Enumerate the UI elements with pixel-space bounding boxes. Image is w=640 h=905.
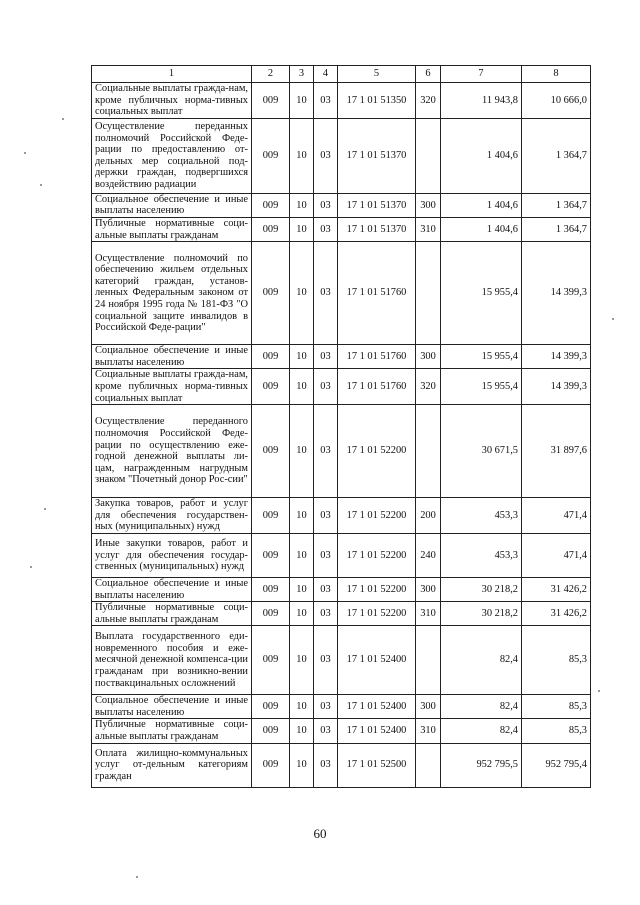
target-article-cell: 17 1 01 52200 (338, 577, 416, 601)
scan-speck (62, 118, 64, 120)
amount-year1-cell: 30 218,2 (441, 602, 522, 626)
expense-type-cell: 310 (416, 217, 441, 241)
amount-year1-cell: 82,4 (441, 719, 522, 743)
row-name-cell: Осуществление полномочий по обеспечению жильем отдельных категорий граждан, установ-ленных Федеральным законом от 24 ноября 1995 года № 181-ФЗ "О социальной защите инвалидов в Российской Феде-рации" (92, 242, 252, 345)
target-article-cell: 17 1 01 52200 (338, 498, 416, 534)
table-row (92, 369, 591, 405)
table-row (92, 577, 591, 601)
amount-year2-cell: 85,3 (522, 695, 591, 719)
header-cell: 5 (338, 66, 416, 83)
grbs-cell: 009 (252, 369, 290, 405)
expense-type-cell: 320 (416, 369, 441, 405)
grbs-cell: 009 (252, 83, 290, 119)
row-name-cell: Публичные нормативные соци-альные выплаты гражданам (92, 602, 252, 626)
target-article-cell: 17 1 01 51370 (338, 193, 416, 217)
table-row (92, 743, 591, 787)
expense-type-cell: 200 (416, 498, 441, 534)
grbs-cell: 009 (252, 345, 290, 369)
amount-year1-cell: 30 218,2 (441, 577, 522, 601)
subsection-cell: 03 (314, 193, 338, 217)
grbs-cell: 009 (252, 626, 290, 695)
header-cell: 1 (92, 66, 252, 83)
grbs-cell: 009 (252, 602, 290, 626)
target-article-cell: 17 1 01 52200 (338, 602, 416, 626)
amount-year1-cell: 11 943,8 (441, 83, 522, 119)
subsection-cell: 03 (314, 533, 338, 577)
scan-speck (30, 566, 32, 568)
amount-year2-cell: 1 364,7 (522, 118, 591, 193)
amount-year2-cell: 1 364,7 (522, 193, 591, 217)
subsection-cell: 03 (314, 577, 338, 601)
target-article-cell: 17 1 01 52500 (338, 743, 416, 787)
row-name-cell: Публичные нормативные соци-альные выплаты гражданам (92, 719, 252, 743)
grbs-cell: 009 (252, 242, 290, 345)
amount-year1-cell: 15 955,4 (441, 345, 522, 369)
header-cell: 7 (441, 66, 522, 83)
target-article-cell: 17 1 01 51370 (338, 118, 416, 193)
subsection-cell: 03 (314, 626, 338, 695)
row-name-cell: Социальное обеспечение и иные выплаты населению (92, 695, 252, 719)
section-cell: 10 (290, 83, 314, 119)
table-row (92, 498, 591, 534)
expense-type-cell: 300 (416, 577, 441, 601)
table-row (92, 626, 591, 695)
row-name-cell: Иные закупки товаров, работ и услуг для обеспечения государ-ственных (муниципальных) нужд (92, 533, 252, 577)
header-cell: 3 (290, 66, 314, 83)
amount-year2-cell: 85,3 (522, 626, 591, 695)
grbs-cell: 009 (252, 577, 290, 601)
section-cell: 10 (290, 626, 314, 695)
scan-speck (24, 152, 26, 154)
grbs-cell: 009 (252, 405, 290, 498)
subsection-cell: 03 (314, 242, 338, 345)
subsection-cell: 03 (314, 719, 338, 743)
table-row (92, 345, 591, 369)
section-cell: 10 (290, 533, 314, 577)
amount-year2-cell: 471,4 (522, 533, 591, 577)
amount-year2-cell: 952 795,4 (522, 743, 591, 787)
row-name-cell: Социальное обеспечение и иные выплаты населению (92, 345, 252, 369)
subsection-cell: 03 (314, 83, 338, 119)
subsection-cell: 03 (314, 498, 338, 534)
subsection-cell: 03 (314, 345, 338, 369)
page-number: 60 (313, 826, 327, 841)
amount-year2-cell: 14 399,3 (522, 242, 591, 345)
amount-year2-cell: 85,3 (522, 719, 591, 743)
expense-type-cell: 310 (416, 602, 441, 626)
section-cell: 10 (290, 405, 314, 498)
expense-type-cell: 240 (416, 533, 441, 577)
scan-speck (612, 318, 614, 320)
grbs-cell: 009 (252, 743, 290, 787)
row-name-cell: Осуществление переданных полномочий Российской Феде-рации по предоставлению от-дельных мер социальной под-держки граждан, подвергшихся воздействию радиации (92, 118, 252, 193)
amount-year1-cell: 453,3 (441, 533, 522, 577)
amount-year2-cell: 31 426,2 (522, 577, 591, 601)
target-article-cell: 17 1 01 51760 (338, 242, 416, 345)
section-cell: 10 (290, 577, 314, 601)
subsection-cell: 03 (314, 695, 338, 719)
target-article-cell: 17 1 01 52400 (338, 719, 416, 743)
subsection-cell: 03 (314, 118, 338, 193)
budget-table (91, 65, 591, 788)
table-body (92, 83, 591, 788)
table-row (92, 602, 591, 626)
grbs-cell: 009 (252, 695, 290, 719)
target-article-cell: 17 1 01 51370 (338, 217, 416, 241)
row-name-cell: Закупка товаров, работ и услуг для обеспечения государствен-ных (муниципальных) нужд (92, 498, 252, 534)
target-article-cell: 17 1 01 52200 (338, 533, 416, 577)
grbs-cell: 009 (252, 533, 290, 577)
section-cell: 10 (290, 118, 314, 193)
grbs-cell: 009 (252, 217, 290, 241)
grbs-cell: 009 (252, 118, 290, 193)
section-cell: 10 (290, 719, 314, 743)
row-name-cell: Выплата государственного еди-новременного пособия и еже-месячной денежной компенса-ции гражданам при возникно-вении поствакцинальных осложнений (92, 626, 252, 695)
subsection-cell: 03 (314, 602, 338, 626)
amount-year2-cell: 31 897,6 (522, 405, 591, 498)
header-cell: 2 (252, 66, 290, 83)
target-article-cell: 17 1 01 51760 (338, 345, 416, 369)
grbs-cell: 009 (252, 193, 290, 217)
amount-year1-cell: 82,4 (441, 695, 522, 719)
table-row (92, 695, 591, 719)
amount-year1-cell: 1 404,6 (441, 193, 522, 217)
section-cell: 10 (290, 743, 314, 787)
target-article-cell: 17 1 01 51760 (338, 369, 416, 405)
subsection-cell: 03 (314, 743, 338, 787)
amount-year1-cell: 453,3 (441, 498, 522, 534)
target-article-cell: 17 1 01 52200 (338, 405, 416, 498)
expense-type-cell (416, 118, 441, 193)
table-row (92, 83, 591, 119)
row-name-cell: Оплата жилищно-коммунальных услуг от-дельным категориям граждан (92, 743, 252, 787)
header-cell: 4 (314, 66, 338, 83)
section-cell: 10 (290, 498, 314, 534)
row-name-cell: Осуществление переданного полномочия Российской Феде-рации по осуществлению еже-годной денежной выплаты ли-цам, награжденным нагрудным знаком "Почетный донор Рос-сии" (92, 405, 252, 498)
expense-type-cell: 320 (416, 83, 441, 119)
expense-type-cell: 310 (416, 719, 441, 743)
row-name-cell: Социальные выплаты гражда-нам, кроме публичных норма-тивных социальных выплат (92, 369, 252, 405)
section-cell: 10 (290, 602, 314, 626)
amount-year1-cell: 15 955,4 (441, 369, 522, 405)
table-row (92, 118, 591, 193)
grbs-cell: 009 (252, 498, 290, 534)
amount-year2-cell: 1 364,7 (522, 217, 591, 241)
amount-year1-cell: 82,4 (441, 626, 522, 695)
target-article-cell: 17 1 01 51350 (338, 83, 416, 119)
row-name-cell: Социальное обеспечение и иные выплаты населению (92, 193, 252, 217)
subsection-cell: 03 (314, 217, 338, 241)
expense-type-cell (416, 405, 441, 498)
header-cell: 8 (522, 66, 591, 83)
subsection-cell: 03 (314, 405, 338, 498)
amount-year2-cell: 31 426,2 (522, 602, 591, 626)
table-row (92, 719, 591, 743)
table-row (92, 242, 591, 345)
amount-year1-cell: 30 671,5 (441, 405, 522, 498)
amount-year1-cell: 15 955,4 (441, 242, 522, 345)
section-cell: 10 (290, 369, 314, 405)
amount-year2-cell: 471,4 (522, 498, 591, 534)
section-cell: 10 (290, 345, 314, 369)
scan-speck (598, 690, 600, 692)
expense-type-cell: 300 (416, 695, 441, 719)
section-cell: 10 (290, 193, 314, 217)
amount-year2-cell: 14 399,3 (522, 345, 591, 369)
subsection-cell: 03 (314, 369, 338, 405)
amount-year1-cell: 1 404,6 (441, 118, 522, 193)
row-name-cell: Социальное обеспечение и иные выплаты населению (92, 577, 252, 601)
scan-speck (136, 876, 138, 878)
header-cell: 6 (416, 66, 441, 83)
table-row (92, 217, 591, 241)
table-row (92, 533, 591, 577)
row-name-cell: Публичные нормативные соци-альные выплаты гражданам (92, 217, 252, 241)
header-row (92, 66, 591, 83)
scan-speck (44, 508, 46, 510)
section-cell: 10 (290, 695, 314, 719)
row-name-cell: Социальные выплаты гражда-нам, кроме публичных норма-тивных социальных выплат (92, 83, 252, 119)
target-article-cell: 17 1 01 52400 (338, 626, 416, 695)
grbs-cell: 009 (252, 719, 290, 743)
scan-speck (40, 184, 42, 186)
expense-type-cell: 300 (416, 193, 441, 217)
table-row (92, 193, 591, 217)
expense-type-cell: 300 (416, 345, 441, 369)
table-row (92, 405, 591, 498)
section-cell: 10 (290, 217, 314, 241)
expense-type-cell (416, 743, 441, 787)
amount-year2-cell: 10 666,0 (522, 83, 591, 119)
amount-year1-cell: 1 404,6 (441, 217, 522, 241)
expense-type-cell (416, 242, 441, 345)
expense-type-cell (416, 626, 441, 695)
target-article-cell: 17 1 01 52400 (338, 695, 416, 719)
amount-year1-cell: 952 795,5 (441, 743, 522, 787)
amount-year2-cell: 14 399,3 (522, 369, 591, 405)
section-cell: 10 (290, 242, 314, 345)
